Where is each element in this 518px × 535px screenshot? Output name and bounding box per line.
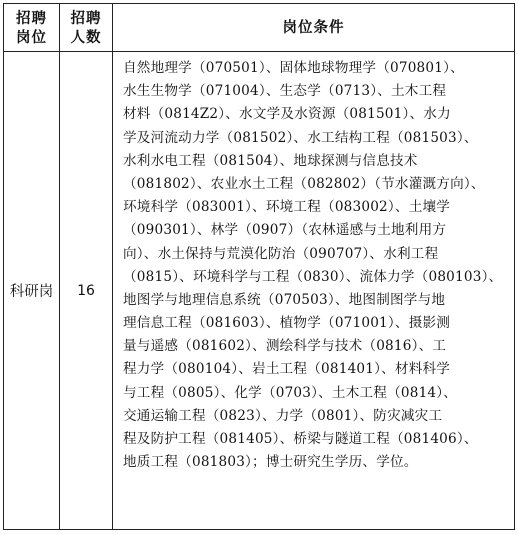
recruitment-table — [3, 3, 515, 530]
conditions-line: （081802）、农业水土工程（082802）（节水灌溉方向）、 — [123, 175, 485, 192]
conditions-line: 向）、水土保持与荒漠化防治（090707）、水利工程 — [123, 245, 439, 262]
conditions-line: 程力学（080104）、岩土工程（081401）、材料科学 — [123, 361, 451, 378]
conditions-line: 交通运输工程（0823）、力学（0801）、防灾减灾工 — [123, 407, 443, 424]
table-row — [4, 52, 515, 530]
count-cell: 16 — [60, 52, 113, 530]
conditions-line: 地质工程（081803）；博士研究生学历、学位。 — [123, 454, 418, 471]
conditions-line: 量与遥感（081602）、测绘科学与技术（0816）、工 — [123, 338, 447, 355]
conditions-line: 材料（0814Z2）、水文学及水资源（081501）、水力 — [123, 106, 451, 123]
conditions-line: （090301）、林学（0907）（农林遥感与土地利用方 — [123, 222, 447, 239]
conditions-line: 地图学与地理信息系统（070503）、地图制图学与地 — [123, 291, 446, 308]
conditions-line: 与工程（0805）、化学（0703）、土木工程（0814）、 — [123, 384, 458, 401]
recruitment-table-wrapper — [3, 3, 514, 531]
conditions-line: 水利水电工程（081504）、地球探测与信息技术 — [123, 152, 418, 169]
header-count: 招聘 人数 — [60, 4, 113, 52]
conditions-line: 学及河流动力学（081502）、水工结构工程（081503）、 — [123, 129, 478, 146]
conditions-line: 程及防护工程（081405）、桥梁与隧道工程（081406）、 — [123, 431, 478, 447]
header-conditions: 岗位条件 — [113, 4, 515, 52]
conditions-line: （0815）、环境科学与工程（0830）、流体力学（080103）、 — [123, 268, 503, 285]
conditions-line: 水生生物学（071004）、生态学（0713）、土木工程 — [123, 83, 447, 100]
conditions-line: 理信息工程（081603）、植物学（071001）、摄影测 — [123, 315, 451, 332]
conditions-line: 环境科学（083001）、环境工程（083002）、土壤学 — [123, 199, 451, 216]
header-position: 招聘 岗位 — [4, 4, 60, 52]
header-row — [4, 4, 515, 52]
conditions-cell — [113, 52, 515, 530]
conditions-line: 自然地理学（070501）、固体地球物理学（070801）、 — [123, 60, 464, 76]
position-cell: 科研岗 — [4, 52, 60, 530]
